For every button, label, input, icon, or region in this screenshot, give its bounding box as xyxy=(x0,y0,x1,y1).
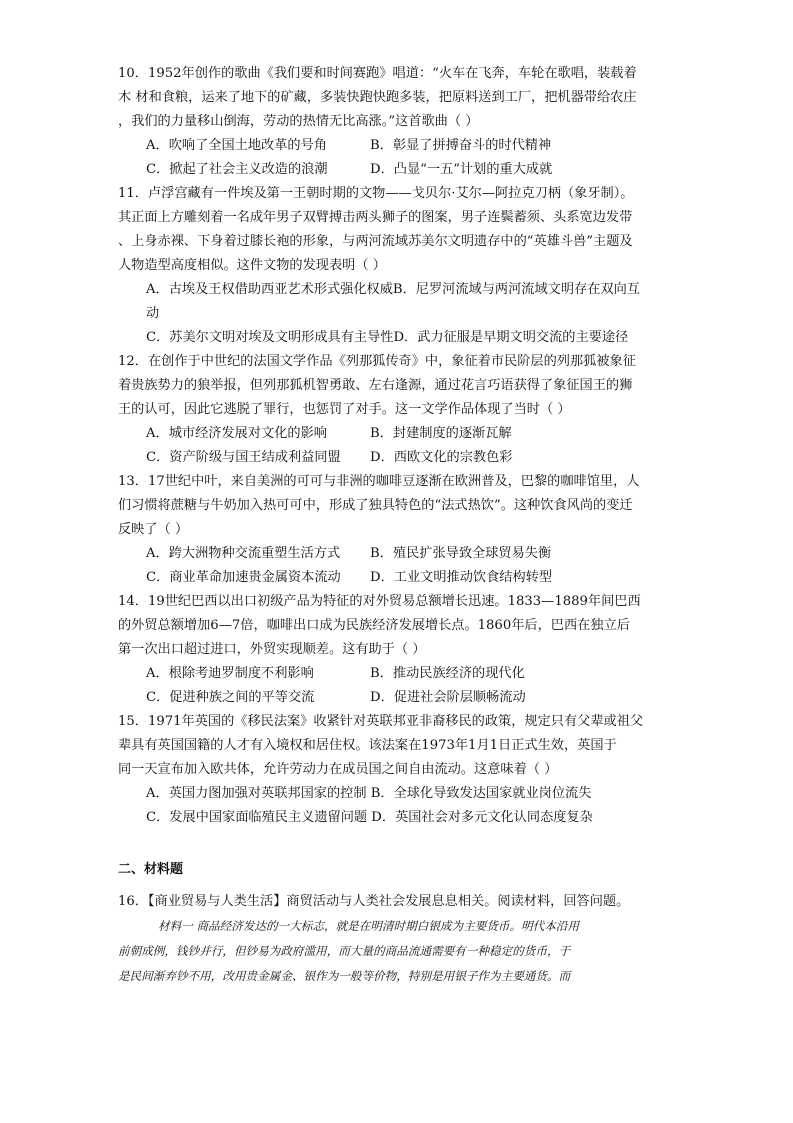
option-c: C．资产阶级与国王结成利益同盟 xyxy=(146,450,341,465)
options-row xyxy=(118,134,678,158)
option-b: B．殖民扩张导致全球贸易失衡 xyxy=(370,546,552,561)
question-text-line: 11．卢浮宫藏有一件埃及第一王朝时期的文物——戈贝尔·艾尔—阿拉克刀柄（象牙制）。 xyxy=(118,186,634,201)
options-row xyxy=(118,446,678,470)
options-row xyxy=(118,422,678,446)
question-text-line: 同一天宣布加入欧共体，允许劳动力在成员国之间自由流动。这意味着（ ） xyxy=(118,762,558,777)
section-spacer xyxy=(118,830,678,858)
question-13 xyxy=(118,470,678,590)
material-line: 材料一 商品经济发达的一大标志，就是在明清时期白银成为主要货币。明代本沿用 xyxy=(158,919,580,933)
option-line: A．古埃及王权借助西亚艺术形式强化权威B．尼罗河流域与两河流域文明存在双向互 xyxy=(146,282,640,297)
option-d: D．凸显“一五”计划的重大成就 xyxy=(370,162,553,177)
option-b: B．封建制度的逐渐瓦解 xyxy=(370,426,512,441)
question-text-line: 其正面上方雕刻着一名成年男子双臂搏击两头狮子的图案，男子连鬓蓄须、头系宽边发带 xyxy=(118,210,633,225)
question-text-line: 13．17世纪中叶，来自美洲的可可与非洲的咖啡豆逐渐在欧洲普及，巴黎的咖啡馆里，人 xyxy=(118,474,640,489)
option-d: D．促进社会阶层顺畅流动 xyxy=(370,690,526,705)
section-title: 二、材料题 xyxy=(118,862,184,877)
options-row xyxy=(118,158,678,182)
question-text-line: 着贵族势力的狼举报，但列那狐机智勇敢、左右逢源，通过花言巧语获得了象征国王的狮 xyxy=(118,378,633,393)
material-line: 前朝成例，钱钞并行，但钞易为政府滥用，而大量的商品流通需要有一种稳定的货币，于 xyxy=(118,944,571,958)
question-text-line: 12．在创作于中世纪的法国文学作品《列那狐传奇》中，象征着市民阶层的列那狐被象征 xyxy=(118,354,636,369)
question-text-line: 15．1971年英国的《移民法案》收紧针对英联邦亚非裔移民的政策，规定只有父辈或祖父 xyxy=(118,714,644,729)
question-text-line: 人物造型高度相似。这件文物的发现表明（ ） xyxy=(118,258,386,273)
option-b: B．推动民族经济的现代化 xyxy=(370,666,525,681)
material-line: 是民间渐弃钞不用，改用贵金属金、银作为一般等价物，特别是用银子作为主要通货。而 xyxy=(118,969,571,983)
question-text-line: 第一次出口超过进口，外贸实现顺差。这有助于（ ） xyxy=(118,642,426,657)
question-10 xyxy=(118,62,678,182)
question-15 xyxy=(118,710,678,830)
question-11 xyxy=(118,182,678,350)
question-text-line: 的外贸总额增加6—7倍，咖啡出口成为民族经济发展增长点。1860年后，巴西在独立后 xyxy=(118,618,630,633)
question-text-line: 、上身赤裸、下身着过膝长袍的形象，与两河流域苏美尔文明遗存中的“英雄斗兽”主题及 xyxy=(118,234,633,249)
question-text-line: 反映了（ ） xyxy=(118,522,189,537)
option-a: A．城市经济发展对文化的影响 xyxy=(146,426,327,441)
section-material xyxy=(118,858,678,989)
option-a: A．跨大洲物种交流重塑生活方式 xyxy=(146,546,341,561)
question-text-line: 们习惯将蔗糖与牛奶加入热可可中，形成了独具特色的“法式热饮”。这种饮食风尚的变迁 xyxy=(118,498,633,513)
option-a: A．吹响了全国土地改革的号角 xyxy=(146,138,327,153)
option-c: C．商业革命加速贵金属资本流动 xyxy=(146,570,341,585)
option-line: 动 xyxy=(146,306,160,321)
exam-page xyxy=(118,62,678,989)
question-text-line: 木 材和食粮，运来了地下的矿藏，多装快跑快跑多装，把原料送到工厂，把机器带给农庄 xyxy=(118,90,637,105)
question-12 xyxy=(118,350,678,470)
question-text-line: ，我们的力量移山倒海，劳动的热情无比高涨。”这首歌曲（ ） xyxy=(118,114,479,129)
option-b: B．彰显了拼搏奋斗的时代精神 xyxy=(370,138,552,153)
option-c: C．掀起了社会主义改造的浪潮 xyxy=(146,162,328,177)
option-line: C．苏美尔文明对埃及文明形成具有主导性D．武力征服是早期文明交流的主要途径 xyxy=(146,330,629,345)
question-text-line: 14．19世纪巴西以出口初级产品为特征的对外贸易总额增长迅速。1833—1889年间巴西 xyxy=(118,594,641,609)
options-row xyxy=(118,566,678,590)
question-16-text: 16．【商业贸易与人类生活】商贸活动与人类社会发展息息相关。阅读材料，回答问题。 xyxy=(118,894,630,909)
option-line: A．英国力图加强对英联邦国家的控制 B．全球化导致发达国家就业岗位流失 xyxy=(146,786,592,801)
question-text-line: 10．1952年创作的歌曲《我们要和时间赛跑》唱道：“火车在飞奔，车轮在歌唱，装载着 xyxy=(118,66,637,81)
question-14 xyxy=(118,590,678,710)
option-c: C．促进种族之间的平等交流 xyxy=(146,690,315,705)
question-text-line: 王的认可，因此它逃脱了罪行，也惩罚了对手。这一文学作品体现了当时（ ） xyxy=(118,402,571,417)
question-text-line: 辈具有英国国籍的人才有入境权和居住权。该法案在1973年1月1日正式生效，英国于 xyxy=(118,738,617,753)
options-row xyxy=(118,686,678,710)
option-d: D．工业文明推动饮食结构转型 xyxy=(370,570,553,585)
options-row xyxy=(118,662,678,686)
option-d: D．西欧文化的宗教色彩 xyxy=(370,450,513,465)
option-line: C．发展中国家面临殖民主义遗留问题 D．英国社会对多元文化认同态度复杂 xyxy=(146,810,593,825)
options-row xyxy=(118,542,678,566)
option-a: A．根除考迪罗制度不利影响 xyxy=(146,666,314,681)
